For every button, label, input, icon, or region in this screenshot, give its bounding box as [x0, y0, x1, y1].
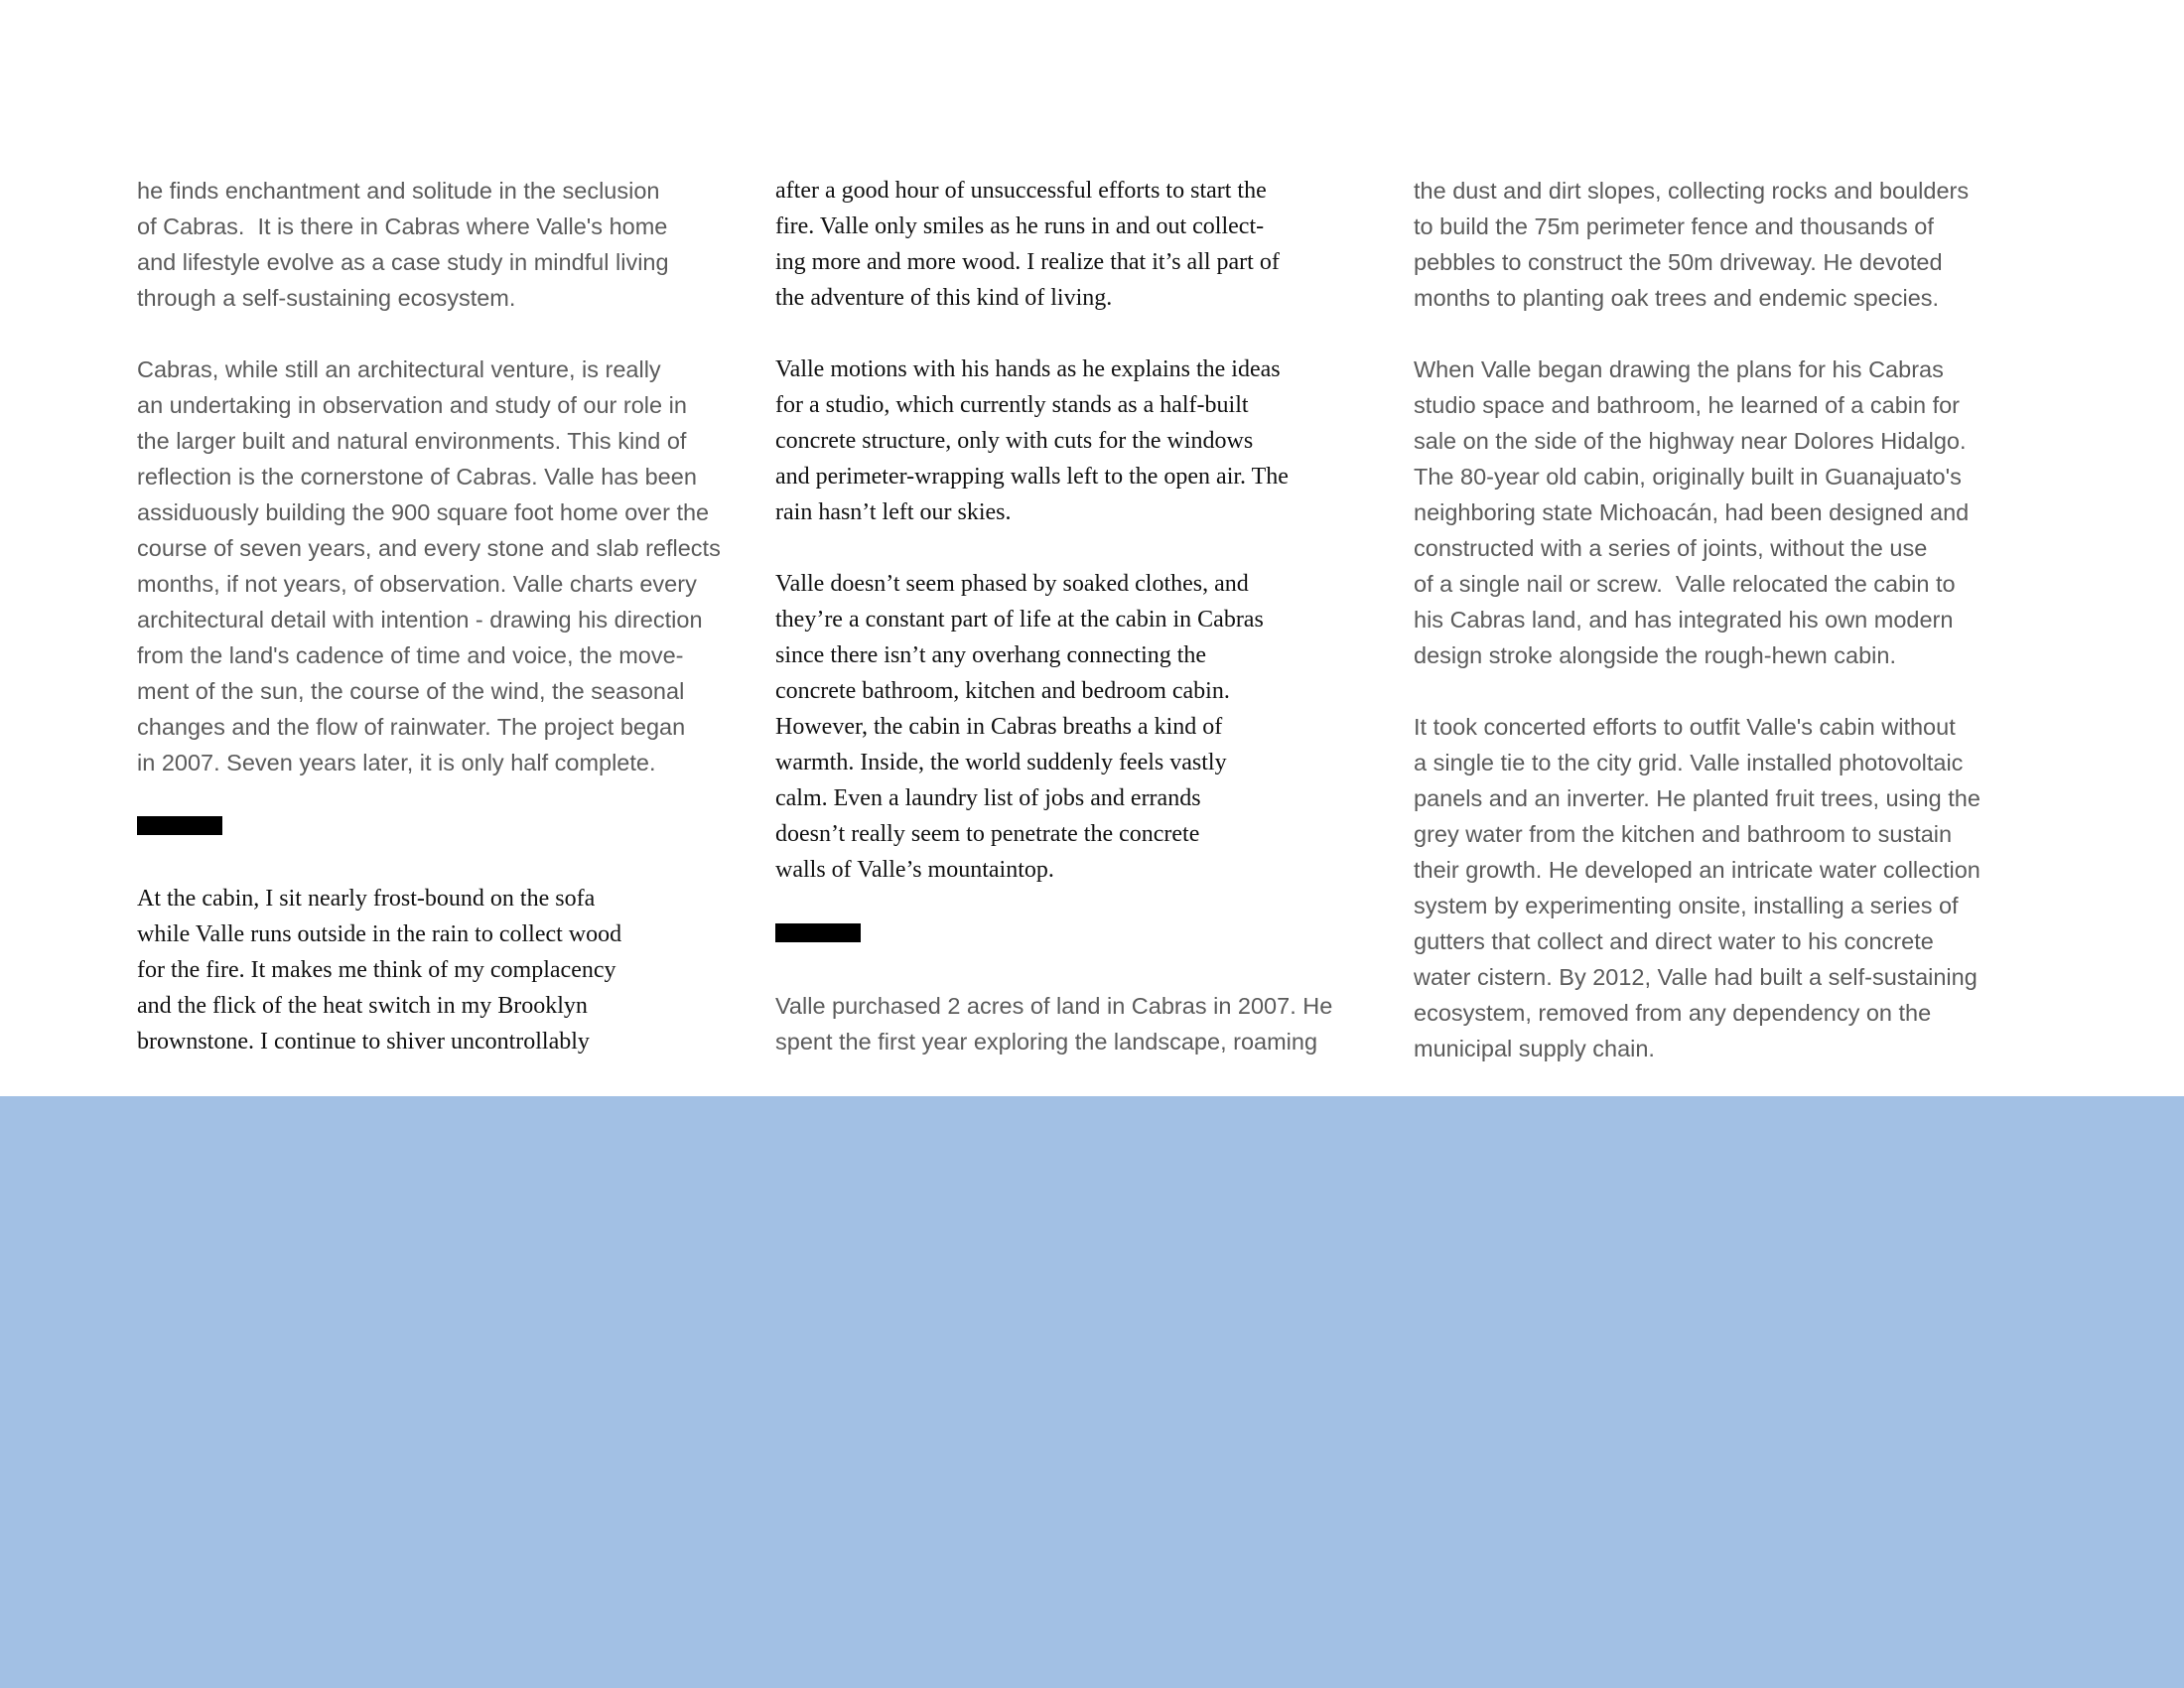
text-line: grey water from the kitchen and bathroom to sustain	[1414, 821, 1953, 847]
text-line: through a self-sustaining ecosystem.	[137, 285, 516, 311]
text-line: the adventure of this kind of living.	[775, 285, 1113, 311]
text-line: However, the cabin in Cabras breaths a kind of	[775, 714, 1223, 740]
paragraph	[137, 352, 752, 780]
text-line: he finds enchantment and solitude in the seclusion	[137, 178, 660, 204]
text-line: after a good hour of unsuccessful efforts to start the	[775, 178, 1267, 204]
text-column-1	[137, 173, 752, 1095]
paragraph	[137, 881, 752, 1059]
text-line: reflection is the cornerstone of Cabras. Valle has been	[137, 464, 697, 490]
text-line: ing more and more wood. I realize that it’s all part of	[775, 249, 1280, 275]
section-divider-bar	[775, 923, 861, 942]
text-line: At the cabin, I sit nearly frost-bound on the sofa	[137, 886, 596, 912]
text-line: neighboring state Michoacán, had been designed and	[1414, 499, 1970, 525]
text-line: water cistern. By 2012, Valle had built a self-sustaining	[1414, 964, 1978, 990]
text-line: sale on the side of the highway near Dolores Hidalgo.	[1414, 428, 1967, 454]
text-line: fire. Valle only smiles as he runs in and out collect-	[775, 213, 1265, 239]
text-line: ment of the sun, the course of the wind, the seasonal	[137, 678, 685, 704]
text-line: rain hasn’t left our skies.	[775, 499, 1012, 525]
paragraph	[775, 566, 1391, 888]
text-line: in 2007. Seven years later, it is only half complete.	[137, 750, 656, 775]
text-line: assiduously building the 900 square foot home over the	[137, 499, 710, 525]
text-line: concrete bathroom, kitchen and bedroom cabin.	[775, 678, 1230, 704]
text-line: they’re a constant part of life at the cabin in Cabras	[775, 607, 1264, 633]
text-column-3	[1414, 173, 2029, 1102]
section-divider-bar	[137, 816, 222, 835]
text-line: for a studio, which currently stands as a half-built	[775, 392, 1249, 418]
text-line: while Valle runs outside in the rain to collect wood	[137, 921, 622, 947]
text-line: panels and an inverter. He planted fruit trees, using the	[1414, 785, 1980, 811]
text-line: changes and the flow of rainwater. The project began	[137, 714, 686, 740]
text-line: It took concerted efforts to outfit Valle's cabin without	[1414, 714, 1956, 740]
text-line: studio space and bathroom, he learned of a cabin for	[1414, 392, 1961, 418]
text-line: brownstone. I continue to shiver uncontrollably	[137, 1029, 590, 1055]
paragraph	[775, 352, 1391, 530]
text-line: course of seven years, and every stone and slab reflects	[137, 535, 721, 561]
text-line: When Valle began drawing the plans for his Cabras	[1414, 356, 1944, 382]
text-line: architectural detail with intention - drawing his direction	[137, 607, 703, 633]
text-line: of Cabras. It is there in Cabras where Valle's home	[137, 213, 668, 239]
text-line: the larger built and natural environments. This kind of	[137, 428, 687, 454]
text-line: municipal supply chain.	[1414, 1036, 1655, 1061]
text-line: and lifestyle evolve as a case study in mindful living	[137, 249, 669, 275]
text-line: his Cabras land, and has integrated his own modern	[1414, 607, 1954, 633]
text-line: concrete structure, only with cuts for the windows	[775, 428, 1254, 454]
text-column-2	[775, 173, 1391, 1095]
text-line: spent the first year exploring the landscape, roaming	[775, 1029, 1318, 1055]
text-line: warmth. Inside, the world suddenly feels vastly	[775, 750, 1227, 775]
text-line: system by experimenting onsite, installing a series of	[1414, 893, 1959, 918]
text-line: Cabras, while still an architectural venture, is really	[137, 356, 661, 382]
text-line: design stroke alongside the rough-hewn cabin.	[1414, 642, 1896, 668]
text-line: from the land's cadence of time and voice, the move-	[137, 642, 684, 668]
paragraph	[775, 988, 1391, 1059]
text-line: of a single nail or screw. Valle relocated the cabin to	[1414, 571, 1956, 597]
text-line: months, if not years, of observation. Valle charts every	[137, 571, 697, 597]
paragraph	[1414, 173, 2029, 316]
text-line: and perimeter-wrapping walls left to the open air. The	[775, 464, 1289, 490]
text-line: for the fire. It makes me think of my complacency	[137, 957, 616, 983]
paragraph	[1414, 709, 2029, 1066]
text-line: the dust and dirt slopes, collecting rocks and boulders	[1414, 178, 1970, 204]
blue-color-band	[0, 1096, 2184, 1688]
paragraph	[775, 173, 1391, 316]
text-line: calm. Even a laundry list of jobs and errands	[775, 785, 1201, 811]
text-line: an undertaking in observation and study of our role in	[137, 392, 687, 418]
paragraph	[1414, 352, 2029, 673]
text-line: gutters that collect and direct water to his concrete	[1414, 928, 1934, 954]
text-line: to build the 75m perimeter fence and thousands of	[1414, 213, 1934, 239]
text-line: a single tie to the city grid. Valle installed photovoltaic	[1414, 750, 1964, 775]
text-line: and the flick of the heat switch in my Brooklyn	[137, 993, 588, 1019]
text-line: The 80-year old cabin, originally built in Guanajuato's	[1414, 464, 1962, 490]
text-line: walls of Valle’s mountaintop.	[775, 857, 1054, 883]
text-line: months to planting oak trees and endemic species.	[1414, 285, 1940, 311]
text-line: their growth. He developed an intricate water collection	[1414, 857, 1980, 883]
text-line: Valle purchased 2 acres of land in Cabras in 2007. He	[775, 993, 1333, 1019]
text-line: constructed with a series of joints, without the use	[1414, 535, 1928, 561]
text-line: doesn’t really seem to penetrate the concrete	[775, 821, 1200, 847]
text-line: ecosystem, removed from any dependency on the	[1414, 1000, 1932, 1026]
text-line: since there isn’t any overhang connecting the	[775, 642, 1207, 668]
text-line: pebbles to construct the 50m driveway. He devoted	[1414, 249, 1943, 275]
paragraph	[137, 173, 752, 316]
text-line: Valle motions with his hands as he explains the ideas	[775, 356, 1281, 382]
text-line: Valle doesn’t seem phased by soaked clothes, and	[775, 571, 1249, 597]
